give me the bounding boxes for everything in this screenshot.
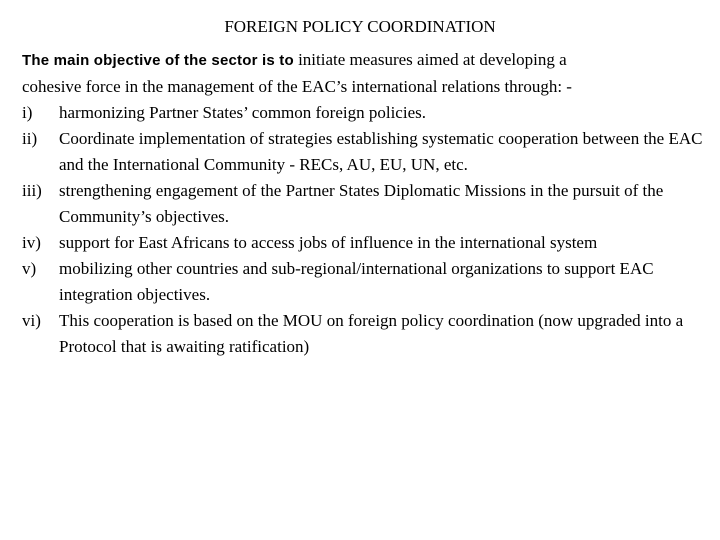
list-item-text: mobilizing other countries and sub-regional/international organizations to support EAC integration objectives. (59, 259, 654, 304)
list-item (22, 126, 712, 178)
list-item (22, 230, 712, 256)
list-item-text: support for East Africans to access jobs of influence in the international system (59, 233, 598, 252)
intro-paragraph (22, 47, 582, 100)
list-item-text: This cooperation is based on the MOU on foreign policy coordination (now upgraded into a Protocol that is awaiting ratification) (59, 311, 684, 356)
objectives-list (22, 100, 712, 360)
slide-body (22, 47, 712, 360)
list-item-text: harmonizing Partner States’ common foreign policies. (59, 103, 426, 122)
list-marker: i) (22, 103, 33, 122)
list-item-text: strengthening engagement of the Partner States Diplomatic Missions in the pursuit of the Community’s objectives. (59, 181, 664, 226)
list-marker: iv) (22, 233, 41, 252)
list-item (22, 256, 712, 308)
list-item (22, 178, 712, 230)
intro-lead: The main objective of the sector is to (22, 52, 294, 69)
slide-title: FOREIGN POLICY COORDINATION (224, 17, 496, 36)
list-marker: vi) (22, 311, 41, 330)
list-item (22, 308, 712, 360)
list-item (22, 100, 712, 126)
list-item-text: Coordinate implementation of strategies establishing systematic cooperation between the EAC and the International Community - RECs, AU, EU, UN, etc. (59, 129, 703, 174)
list-marker: ii) (22, 129, 38, 148)
list-marker: iii) (22, 181, 42, 200)
list-marker: v) (22, 259, 37, 278)
intro-text: initiate measures aimed at developing a cohesive force in the management of the EAC’s international relations through: - (22, 50, 572, 96)
